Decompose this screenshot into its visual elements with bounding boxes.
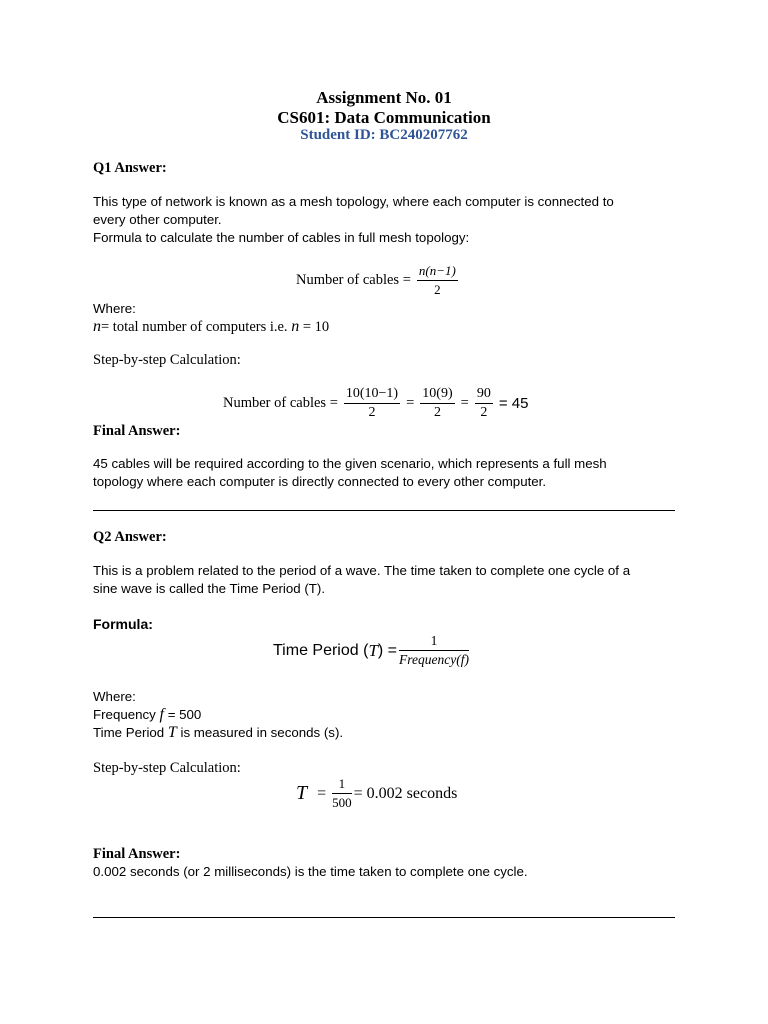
q1-final-line1: 45 cables will be required according to the given scenario, which represents a full mesh bbox=[93, 456, 607, 471]
q1-var-n: n bbox=[93, 318, 101, 335]
q1-paragraph-line2: every other computer. bbox=[93, 212, 222, 227]
q2-formula-lhs-close: ) = bbox=[377, 641, 398, 659]
q2-paragraph-line1: This is a problem related to the period of a wave. The time taken to complete one cycle of a bbox=[93, 563, 631, 578]
q1-formula-fraction bbox=[417, 263, 458, 298]
divider-2 bbox=[93, 917, 675, 918]
q1-calc-den1: 2 bbox=[368, 405, 376, 420]
q1-calc-fraction-2 bbox=[420, 386, 454, 421]
q1-calculation bbox=[223, 386, 528, 421]
q2-step-label: Step-by-step Calculation: bbox=[93, 760, 241, 776]
q1-paragraph-line1: This type of network is known as a mesh topology, where each computer is connected to bbox=[93, 194, 614, 209]
q1-calc-den3: 2 bbox=[480, 405, 488, 420]
q2-where-label: Where: bbox=[93, 689, 136, 704]
q1-var-def: = total number of computers i.e. bbox=[101, 319, 288, 335]
q2-final-label: Final Answer: bbox=[93, 846, 181, 862]
q1-where-label: Where: bbox=[93, 301, 136, 316]
q2-period-text: Time Period bbox=[93, 725, 165, 740]
q2-freq-var: f bbox=[159, 706, 164, 723]
q1-calc-num1: 10(10−1) bbox=[344, 386, 400, 404]
q2-formula-denominator: Frequency(f) bbox=[399, 652, 469, 667]
q1-calc-num3: 90 bbox=[475, 386, 493, 404]
q1-eq-sign-1: = bbox=[406, 395, 415, 411]
q2-freq-text: Frequency bbox=[93, 707, 156, 722]
q2-formula-lhs-var: T bbox=[368, 640, 378, 660]
q1-final-label: Final Answer: bbox=[93, 423, 181, 439]
q1-calc-result: = 45 bbox=[498, 395, 529, 412]
q2-calc-den: 500 bbox=[332, 795, 352, 810]
q1-var-value: = 10 bbox=[302, 319, 330, 335]
q1-var-n2: n bbox=[291, 318, 300, 335]
q2-formula-lhs-text: Time Period ( bbox=[273, 641, 369, 659]
q2-period-line bbox=[93, 724, 343, 742]
q1-formula bbox=[296, 263, 460, 298]
q1-calc-num2: 10(9) bbox=[420, 386, 454, 404]
q2-formula-label: Formula: bbox=[93, 616, 153, 632]
q2-period-rest: is measured in seconds (s). bbox=[180, 725, 344, 740]
q1-final-line2: topology where each computer is directly connected to every other computer. bbox=[93, 474, 547, 489]
q2-calc-num: 1 bbox=[332, 776, 352, 794]
assignment-title: Assignment No. 01 bbox=[316, 88, 452, 107]
q1-calc-fraction-3 bbox=[475, 386, 493, 421]
q2-calc-result: = 0.002 seconds bbox=[353, 784, 458, 802]
q1-calc-den2: 2 bbox=[433, 405, 441, 420]
q2-paragraph-line2: sine wave is called the Time Period (T). bbox=[93, 581, 326, 596]
q2-formula bbox=[273, 633, 471, 668]
q1-step-label: Step-by-step Calculation: bbox=[93, 352, 241, 368]
q2-calculation bbox=[296, 776, 457, 811]
q2-freq-value: = 500 bbox=[167, 707, 202, 722]
q1-formula-intro: Formula to calculate the number of cables in full mesh topology: bbox=[93, 230, 470, 245]
q2-calc-fraction bbox=[332, 776, 352, 811]
q1-variable-definition bbox=[93, 318, 329, 336]
q1-calc-fraction-1 bbox=[344, 386, 400, 421]
q2-period-var: T bbox=[167, 724, 177, 741]
student-id: Student ID: BC240207762 bbox=[300, 127, 468, 143]
q1-formula-denominator: 2 bbox=[434, 282, 441, 297]
q1-calc-lhs: Number of cables = bbox=[223, 395, 338, 411]
q2-formula-fraction bbox=[399, 633, 469, 668]
q2-final-line: 0.002 seconds (or 2 milliseconds) is the time taken to complete one cycle. bbox=[93, 864, 528, 879]
q1-formula-lhs: Number of cables = bbox=[296, 272, 411, 288]
q2-formula-numerator: 1 bbox=[399, 633, 469, 651]
q1-formula-numerator: n(n−1) bbox=[417, 263, 458, 281]
q2-frequency-line bbox=[93, 706, 201, 724]
q2-heading: Q2 Answer: bbox=[93, 529, 167, 545]
q2-calc-var: T bbox=[296, 782, 308, 804]
q1-eq-sign-2: = bbox=[460, 395, 469, 411]
divider-1 bbox=[93, 510, 675, 511]
q1-heading: Q1 Answer: bbox=[93, 160, 167, 176]
course-title: CS601: Data Communication bbox=[277, 108, 491, 127]
q2-calc-eq: = bbox=[317, 784, 327, 802]
